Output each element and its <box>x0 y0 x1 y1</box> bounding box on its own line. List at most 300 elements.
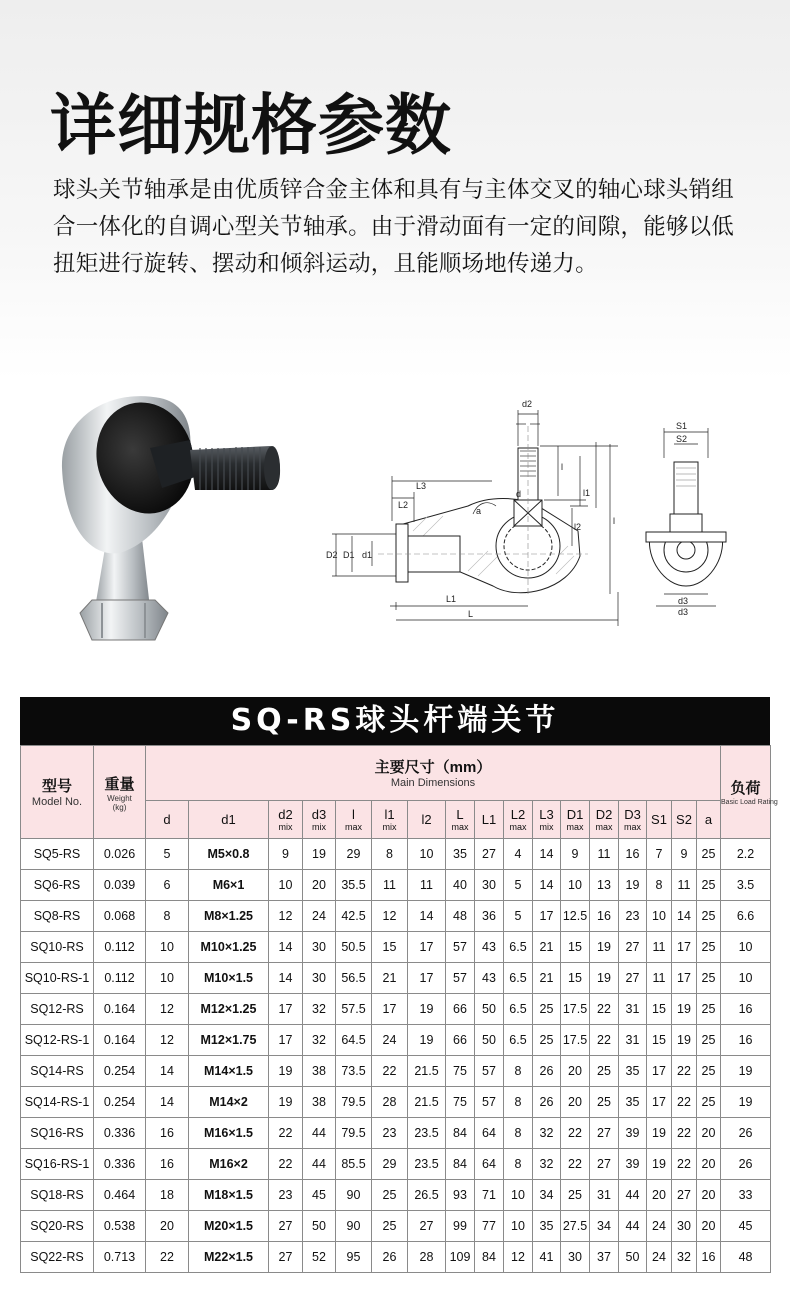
table-cell: 31 <box>619 1025 647 1056</box>
table-cell: 8 <box>647 870 672 901</box>
table-cell: 43 <box>475 932 504 963</box>
table-cell: 19 <box>647 1118 672 1149</box>
table-cell: 12 <box>372 901 408 932</box>
table-cell: 79.5 <box>336 1087 372 1118</box>
table-cell: 8 <box>372 839 408 870</box>
table-cell: 35 <box>619 1087 647 1118</box>
table-cell: 8 <box>146 901 189 932</box>
cell-thread: M20×1.5 <box>189 1211 269 1242</box>
cell-model: SQ20-RS <box>21 1211 94 1242</box>
table-cell: 17.5 <box>561 1025 590 1056</box>
table-cell: 42.5 <box>336 901 372 932</box>
table-cell: 18 <box>146 1180 189 1211</box>
table-cell: 32 <box>533 1118 561 1149</box>
cell-model: SQ12-RS-1 <box>21 1025 94 1056</box>
table-cell: 31 <box>590 1180 619 1211</box>
table-cell: 64.5 <box>336 1025 372 1056</box>
table-cell: 57 <box>446 963 475 994</box>
table-cell: 20 <box>697 1180 721 1211</box>
table-cell: 40 <box>446 870 475 901</box>
cell-model: SQ16-RS-1 <box>21 1149 94 1180</box>
table-cell: 5 <box>504 901 533 932</box>
header-col-l: L max <box>446 801 475 839</box>
table-cell: 79.5 <box>336 1118 372 1149</box>
table-cell: 22 <box>372 1056 408 1087</box>
header-col-l2: L2 max <box>504 801 533 839</box>
table-cell: 15 <box>647 994 672 1025</box>
table-cell: 44 <box>303 1149 336 1180</box>
table-cell: 27 <box>269 1242 303 1273</box>
table-cell: 4 <box>504 839 533 870</box>
table-cell: 13 <box>590 870 619 901</box>
header-col-l: l max <box>336 801 372 839</box>
table-cell: 22 <box>590 1025 619 1056</box>
table-cell: 44 <box>303 1118 336 1149</box>
cell-thread: M18×1.5 <box>189 1180 269 1211</box>
cell-thread: M12×1.25 <box>189 994 269 1025</box>
table-cell: 39 <box>619 1118 647 1149</box>
table-cell: 10 <box>561 870 590 901</box>
dim-label-d3-inner: d3 <box>678 596 689 606</box>
table-cell: 0.112 <box>94 932 146 963</box>
table-cell: 12 <box>269 901 303 932</box>
table-cell: 19 <box>408 1025 446 1056</box>
table-cell: 0.336 <box>94 1149 146 1180</box>
table-cell: 44 <box>619 1211 647 1242</box>
table-cell: 35 <box>619 1056 647 1087</box>
table-cell: 24 <box>372 1025 408 1056</box>
table-cell: 12 <box>146 1025 189 1056</box>
table-cell: 85.5 <box>336 1149 372 1180</box>
table-cell: 22 <box>672 1118 697 1149</box>
table-cell: 26 <box>533 1056 561 1087</box>
table-cell: 0.068 <box>94 901 146 932</box>
table-cell: 25 <box>697 932 721 963</box>
table-cell: 15 <box>561 963 590 994</box>
table-cell: 99 <box>446 1211 475 1242</box>
table-cell: 36 <box>475 901 504 932</box>
table-cell: 14 <box>146 1056 189 1087</box>
rod-end-side-drawing <box>318 396 636 631</box>
table-cell: 16 <box>146 1118 189 1149</box>
table-cell: 56.5 <box>336 963 372 994</box>
cell-thread: M22×1.5 <box>189 1242 269 1273</box>
table-cell: 109 <box>446 1242 475 1273</box>
table-cell: 14 <box>533 870 561 901</box>
table-cell: 9 <box>269 839 303 870</box>
table-cell: 6.5 <box>504 994 533 1025</box>
table-cell: 25 <box>697 1025 721 1056</box>
cell-model: SQ14-RS <box>21 1056 94 1087</box>
table-cell: 0.254 <box>94 1056 146 1087</box>
cell-model: SQ12-RS <box>21 994 94 1025</box>
table-cell: 14 <box>408 901 446 932</box>
table-cell: 19 <box>619 870 647 901</box>
header-col-d: d <box>146 801 189 839</box>
table-cell: 25 <box>533 1025 561 1056</box>
table-cell: 6.5 <box>504 932 533 963</box>
table-cell: 71 <box>475 1180 504 1211</box>
table-cell: 25 <box>372 1180 408 1211</box>
table-cell: 44 <box>619 1180 647 1211</box>
table-cell: 12.5 <box>561 901 590 932</box>
cell-thread: M16×1.5 <box>189 1118 269 1149</box>
dim-label-D1: D1 <box>343 550 355 560</box>
product-series-banner: SQ-RS球头杆端关节 <box>20 697 770 745</box>
table-cell: 21 <box>533 932 561 963</box>
table-cell: 57 <box>475 1056 504 1087</box>
table-cell: 34 <box>590 1211 619 1242</box>
table-cell: 25 <box>697 1087 721 1118</box>
header-weight: 重量 Weight (kg) <box>94 746 146 839</box>
cell-thread: M16×2 <box>189 1149 269 1180</box>
header-model: 型号 Model No. <box>21 746 94 839</box>
dim-label-L: L <box>468 609 474 619</box>
header-col-d3: d3 mix <box>303 801 336 839</box>
dim-label-l2: l2 <box>574 522 582 532</box>
table-cell: 43 <box>475 963 504 994</box>
header-col-l1: l1 mix <box>372 801 408 839</box>
table-cell: 21 <box>533 963 561 994</box>
header-col-d2: d2 mix <box>269 801 303 839</box>
table-cell: 27 <box>590 1149 619 1180</box>
table-cell: 25 <box>533 994 561 1025</box>
table-cell: 22 <box>269 1118 303 1149</box>
table-cell: 25 <box>590 1087 619 1118</box>
table-cell: 26 <box>533 1087 561 1118</box>
table-cell: 27 <box>408 1211 446 1242</box>
table-cell: 3.5 <box>721 870 771 901</box>
table-cell: 35 <box>533 1211 561 1242</box>
table-cell: 11 <box>647 932 672 963</box>
table-cell: 10 <box>146 932 189 963</box>
table-cell: 29 <box>372 1149 408 1180</box>
table-cell: 23 <box>372 1118 408 1149</box>
table-cell: 21.5 <box>408 1087 446 1118</box>
table-cell: 10 <box>721 932 771 963</box>
page-title: 详细规格参数 <box>50 87 452 164</box>
header-col-a: a <box>697 801 721 839</box>
table-cell: 14 <box>146 1087 189 1118</box>
cell-thread: M6×1 <box>189 870 269 901</box>
table-cell: 19 <box>590 932 619 963</box>
table-cell: 11 <box>372 870 408 901</box>
table-cell: 20 <box>303 870 336 901</box>
table-cell: 90 <box>336 1180 372 1211</box>
table-cell: 30 <box>303 963 336 994</box>
table-cell: 26 <box>721 1118 771 1149</box>
table-cell: 8 <box>504 1056 533 1087</box>
table-cell: 50 <box>619 1242 647 1273</box>
header-col-d1: d1 <box>189 801 269 839</box>
table-cell: 50.5 <box>336 932 372 963</box>
cell-model: SQ6-RS <box>21 870 94 901</box>
dim-label-D2: D2 <box>326 550 338 560</box>
table-cell: 31 <box>619 994 647 1025</box>
table-cell: 14 <box>672 901 697 932</box>
table-cell: 6.5 <box>504 963 533 994</box>
table-cell: 6 <box>146 870 189 901</box>
table-cell: 25 <box>590 1056 619 1087</box>
table-cell: 77 <box>475 1211 504 1242</box>
table-cell: 41 <box>533 1242 561 1273</box>
table-row <box>21 1025 771 1056</box>
header-col-l1: L1 <box>475 801 504 839</box>
table-cell: 0.112 <box>94 963 146 994</box>
table-cell: 12 <box>146 994 189 1025</box>
table-cell: 39 <box>619 1149 647 1180</box>
table-cell: 6.5 <box>504 1025 533 1056</box>
table-cell: 17 <box>269 1025 303 1056</box>
table-cell: 6.6 <box>721 901 771 932</box>
table-cell: 27 <box>672 1180 697 1211</box>
table-cell: 37 <box>590 1242 619 1273</box>
table-cell: 25 <box>697 994 721 1025</box>
header-main-dimensions: 主要尺寸（mm） Main Dimensions <box>146 746 721 801</box>
table-cell: 21.5 <box>408 1056 446 1087</box>
table-cell: 5 <box>146 839 189 870</box>
table-cell: 17 <box>533 901 561 932</box>
table-cell: 17 <box>408 932 446 963</box>
dim-label-d: d <box>516 489 522 499</box>
table-row <box>21 963 771 994</box>
dim-label-d3-outer: d3 <box>678 607 689 617</box>
dim-label-L2: L2 <box>398 500 409 510</box>
cell-thread: M8×1.25 <box>189 901 269 932</box>
table-cell: 26.5 <box>408 1180 446 1211</box>
table-cell: 10 <box>647 901 672 932</box>
table-cell: 0.538 <box>94 1211 146 1242</box>
table-cell: 22 <box>561 1118 590 1149</box>
table-cell: 24 <box>647 1242 672 1273</box>
table-cell: 19 <box>303 839 336 870</box>
cell-thread: M5×0.8 <box>189 839 269 870</box>
dim-label-d1: d1 <box>362 550 373 560</box>
table-cell: 20 <box>697 1149 721 1180</box>
table-cell: 20 <box>697 1211 721 1242</box>
table-cell: 35 <box>446 839 475 870</box>
table-cell: 73.5 <box>336 1056 372 1087</box>
table-cell: 19 <box>269 1056 303 1087</box>
table-cell: 52 <box>303 1242 336 1273</box>
table-cell: 5 <box>504 870 533 901</box>
cell-model: SQ8-RS <box>21 901 94 932</box>
table-cell: 20 <box>146 1211 189 1242</box>
table-cell: 66 <box>446 994 475 1025</box>
table-cell: 22 <box>672 1149 697 1180</box>
table-cell: 24 <box>303 901 336 932</box>
table-cell: 22 <box>561 1149 590 1180</box>
cell-thread: M14×1.5 <box>189 1056 269 1087</box>
table-cell: 32 <box>672 1242 697 1273</box>
table-cell: 17 <box>647 1056 672 1087</box>
cell-thread: M10×1.5 <box>189 963 269 994</box>
table-cell: 16 <box>590 901 619 932</box>
table-cell: 25 <box>561 1180 590 1211</box>
table-cell: 12 <box>504 1242 533 1273</box>
table-cell: 19 <box>672 994 697 1025</box>
table-cell: 26 <box>721 1149 771 1180</box>
table-cell: 45 <box>721 1211 771 1242</box>
table-cell: 2.2 <box>721 839 771 870</box>
table-cell: 27.5 <box>561 1211 590 1242</box>
table-cell: 75 <box>446 1056 475 1087</box>
table-cell: 27 <box>619 932 647 963</box>
table-cell: 0.713 <box>94 1242 146 1273</box>
table-cell: 0.254 <box>94 1087 146 1118</box>
table-cell: 16 <box>146 1149 189 1180</box>
table-cell: 7 <box>647 839 672 870</box>
header-col-l2: l2 <box>408 801 446 839</box>
table-row <box>21 994 771 1025</box>
table-cell: 22 <box>672 1056 697 1087</box>
table-cell: 21 <box>372 963 408 994</box>
dim-label-L3: L3 <box>416 481 427 491</box>
table-cell: 22 <box>146 1242 189 1273</box>
table-cell: 84 <box>446 1149 475 1180</box>
table-cell: 9 <box>561 839 590 870</box>
table-cell: 19 <box>408 994 446 1025</box>
dim-label-L1: L1 <box>446 594 457 604</box>
table-cell: 25 <box>697 839 721 870</box>
table-cell: 16 <box>721 1025 771 1056</box>
header-col-l3: L3 mix <box>533 801 561 839</box>
dim-label-l1: l1 <box>583 488 591 498</box>
header-col-d2: D2 max <box>590 801 619 839</box>
table-cell: 38 <box>303 1087 336 1118</box>
product-description: 球头关节轴承是由优质锌合金主体和具有与主体交叉的轴心球头销组合一体化的自调心型关节轴承。由于滑动面有一定的间隙，能够以低扭矩进行旋转、摆动和倾斜运动，且能顺场地传递力。 <box>53 177 735 277</box>
table-row <box>21 901 771 932</box>
table-row <box>21 1118 771 1149</box>
table-cell: 10 <box>721 963 771 994</box>
table-row <box>21 1242 771 1273</box>
table-cell: 14 <box>269 932 303 963</box>
table-cell: 9 <box>672 839 697 870</box>
table-cell: 32 <box>303 994 336 1025</box>
table-cell: 15 <box>372 932 408 963</box>
table-cell: 75 <box>446 1087 475 1118</box>
table-cell: 30 <box>303 932 336 963</box>
table-cell: 25 <box>697 963 721 994</box>
table-cell: 17 <box>372 994 408 1025</box>
table-row <box>21 932 771 963</box>
table-cell: 45 <box>303 1180 336 1211</box>
table-cell: 20 <box>561 1056 590 1087</box>
header-col-s2: S2 <box>672 801 697 839</box>
dim-label-l-total: l <box>613 516 615 526</box>
table-cell: 10 <box>504 1211 533 1242</box>
table-cell: 57.5 <box>336 994 372 1025</box>
table-cell: 32 <box>533 1149 561 1180</box>
table-cell: 24 <box>647 1211 672 1242</box>
table-cell: 26 <box>372 1242 408 1273</box>
table-cell: 0.164 <box>94 1025 146 1056</box>
table-cell: 28 <box>408 1242 446 1273</box>
table-cell: 48 <box>721 1242 771 1273</box>
table-row <box>21 1149 771 1180</box>
dim-label-S1: S1 <box>676 421 688 431</box>
table-cell: 66 <box>446 1025 475 1056</box>
table-cell: 20 <box>561 1087 590 1118</box>
table-cell: 14 <box>269 963 303 994</box>
table-cell: 23 <box>619 901 647 932</box>
table-cell: 8 <box>504 1087 533 1118</box>
table-cell: 17 <box>672 932 697 963</box>
table-cell: 16 <box>697 1242 721 1273</box>
table-cell: 22 <box>590 994 619 1025</box>
table-row <box>21 1056 771 1087</box>
table-cell: 34 <box>533 1180 561 1211</box>
table-cell: 50 <box>475 994 504 1025</box>
dim-label-S2: S2 <box>676 434 688 444</box>
table-row <box>21 1087 771 1118</box>
table-cell: 11 <box>647 963 672 994</box>
table-cell: 17 <box>408 963 446 994</box>
table-cell: 10 <box>408 839 446 870</box>
table-cell: 84 <box>475 1242 504 1273</box>
table-cell: 33 <box>721 1180 771 1211</box>
cell-model: SQ14-RS-1 <box>21 1087 94 1118</box>
table-cell: 0.464 <box>94 1180 146 1211</box>
cell-model: SQ22-RS <box>21 1242 94 1273</box>
dim-label-d2: d2 <box>522 399 533 409</box>
table-cell: 23.5 <box>408 1118 446 1149</box>
table-cell: 95 <box>336 1242 372 1273</box>
table-cell: 11 <box>408 870 446 901</box>
table-cell: 16 <box>721 994 771 1025</box>
table-cell: 50 <box>475 1025 504 1056</box>
table-row <box>21 870 771 901</box>
cell-thread: M12×1.75 <box>189 1025 269 1056</box>
table-cell: 27 <box>269 1211 303 1242</box>
table-cell: 17 <box>269 994 303 1025</box>
table-cell: 10 <box>504 1180 533 1211</box>
table-cell: 15 <box>647 1025 672 1056</box>
table-cell: 25 <box>697 1056 721 1087</box>
table-cell: 11 <box>672 870 697 901</box>
table-cell: 19 <box>721 1087 771 1118</box>
table-cell: 64 <box>475 1149 504 1180</box>
table-cell: 0.336 <box>94 1118 146 1149</box>
table-cell: 28 <box>372 1087 408 1118</box>
table-cell: 23 <box>269 1180 303 1211</box>
table-cell: 57 <box>446 932 475 963</box>
table-row <box>21 1211 771 1242</box>
table-cell: 27 <box>590 1118 619 1149</box>
table-cell: 17.5 <box>561 994 590 1025</box>
table-cell: 35.5 <box>336 870 372 901</box>
table-cell: 19 <box>269 1087 303 1118</box>
table-cell: 11 <box>590 839 619 870</box>
table-cell: 0.026 <box>94 839 146 870</box>
table-cell: 14 <box>533 839 561 870</box>
table-cell: 16 <box>619 839 647 870</box>
table-cell: 10 <box>146 963 189 994</box>
header-col-s1: S1 <box>647 801 672 839</box>
table-cell: 15 <box>561 932 590 963</box>
table-cell: 30 <box>561 1242 590 1273</box>
table-cell: 19 <box>647 1149 672 1180</box>
table-cell: 93 <box>446 1180 475 1211</box>
table-cell: 22 <box>672 1087 697 1118</box>
table-cell: 20 <box>647 1180 672 1211</box>
header-col-d1: D1 max <box>561 801 590 839</box>
table-cell: 90 <box>336 1211 372 1242</box>
cell-thread: M10×1.25 <box>189 932 269 963</box>
table-cell: 25 <box>697 901 721 932</box>
table-cell: 23.5 <box>408 1149 446 1180</box>
table-cell: 64 <box>475 1118 504 1149</box>
